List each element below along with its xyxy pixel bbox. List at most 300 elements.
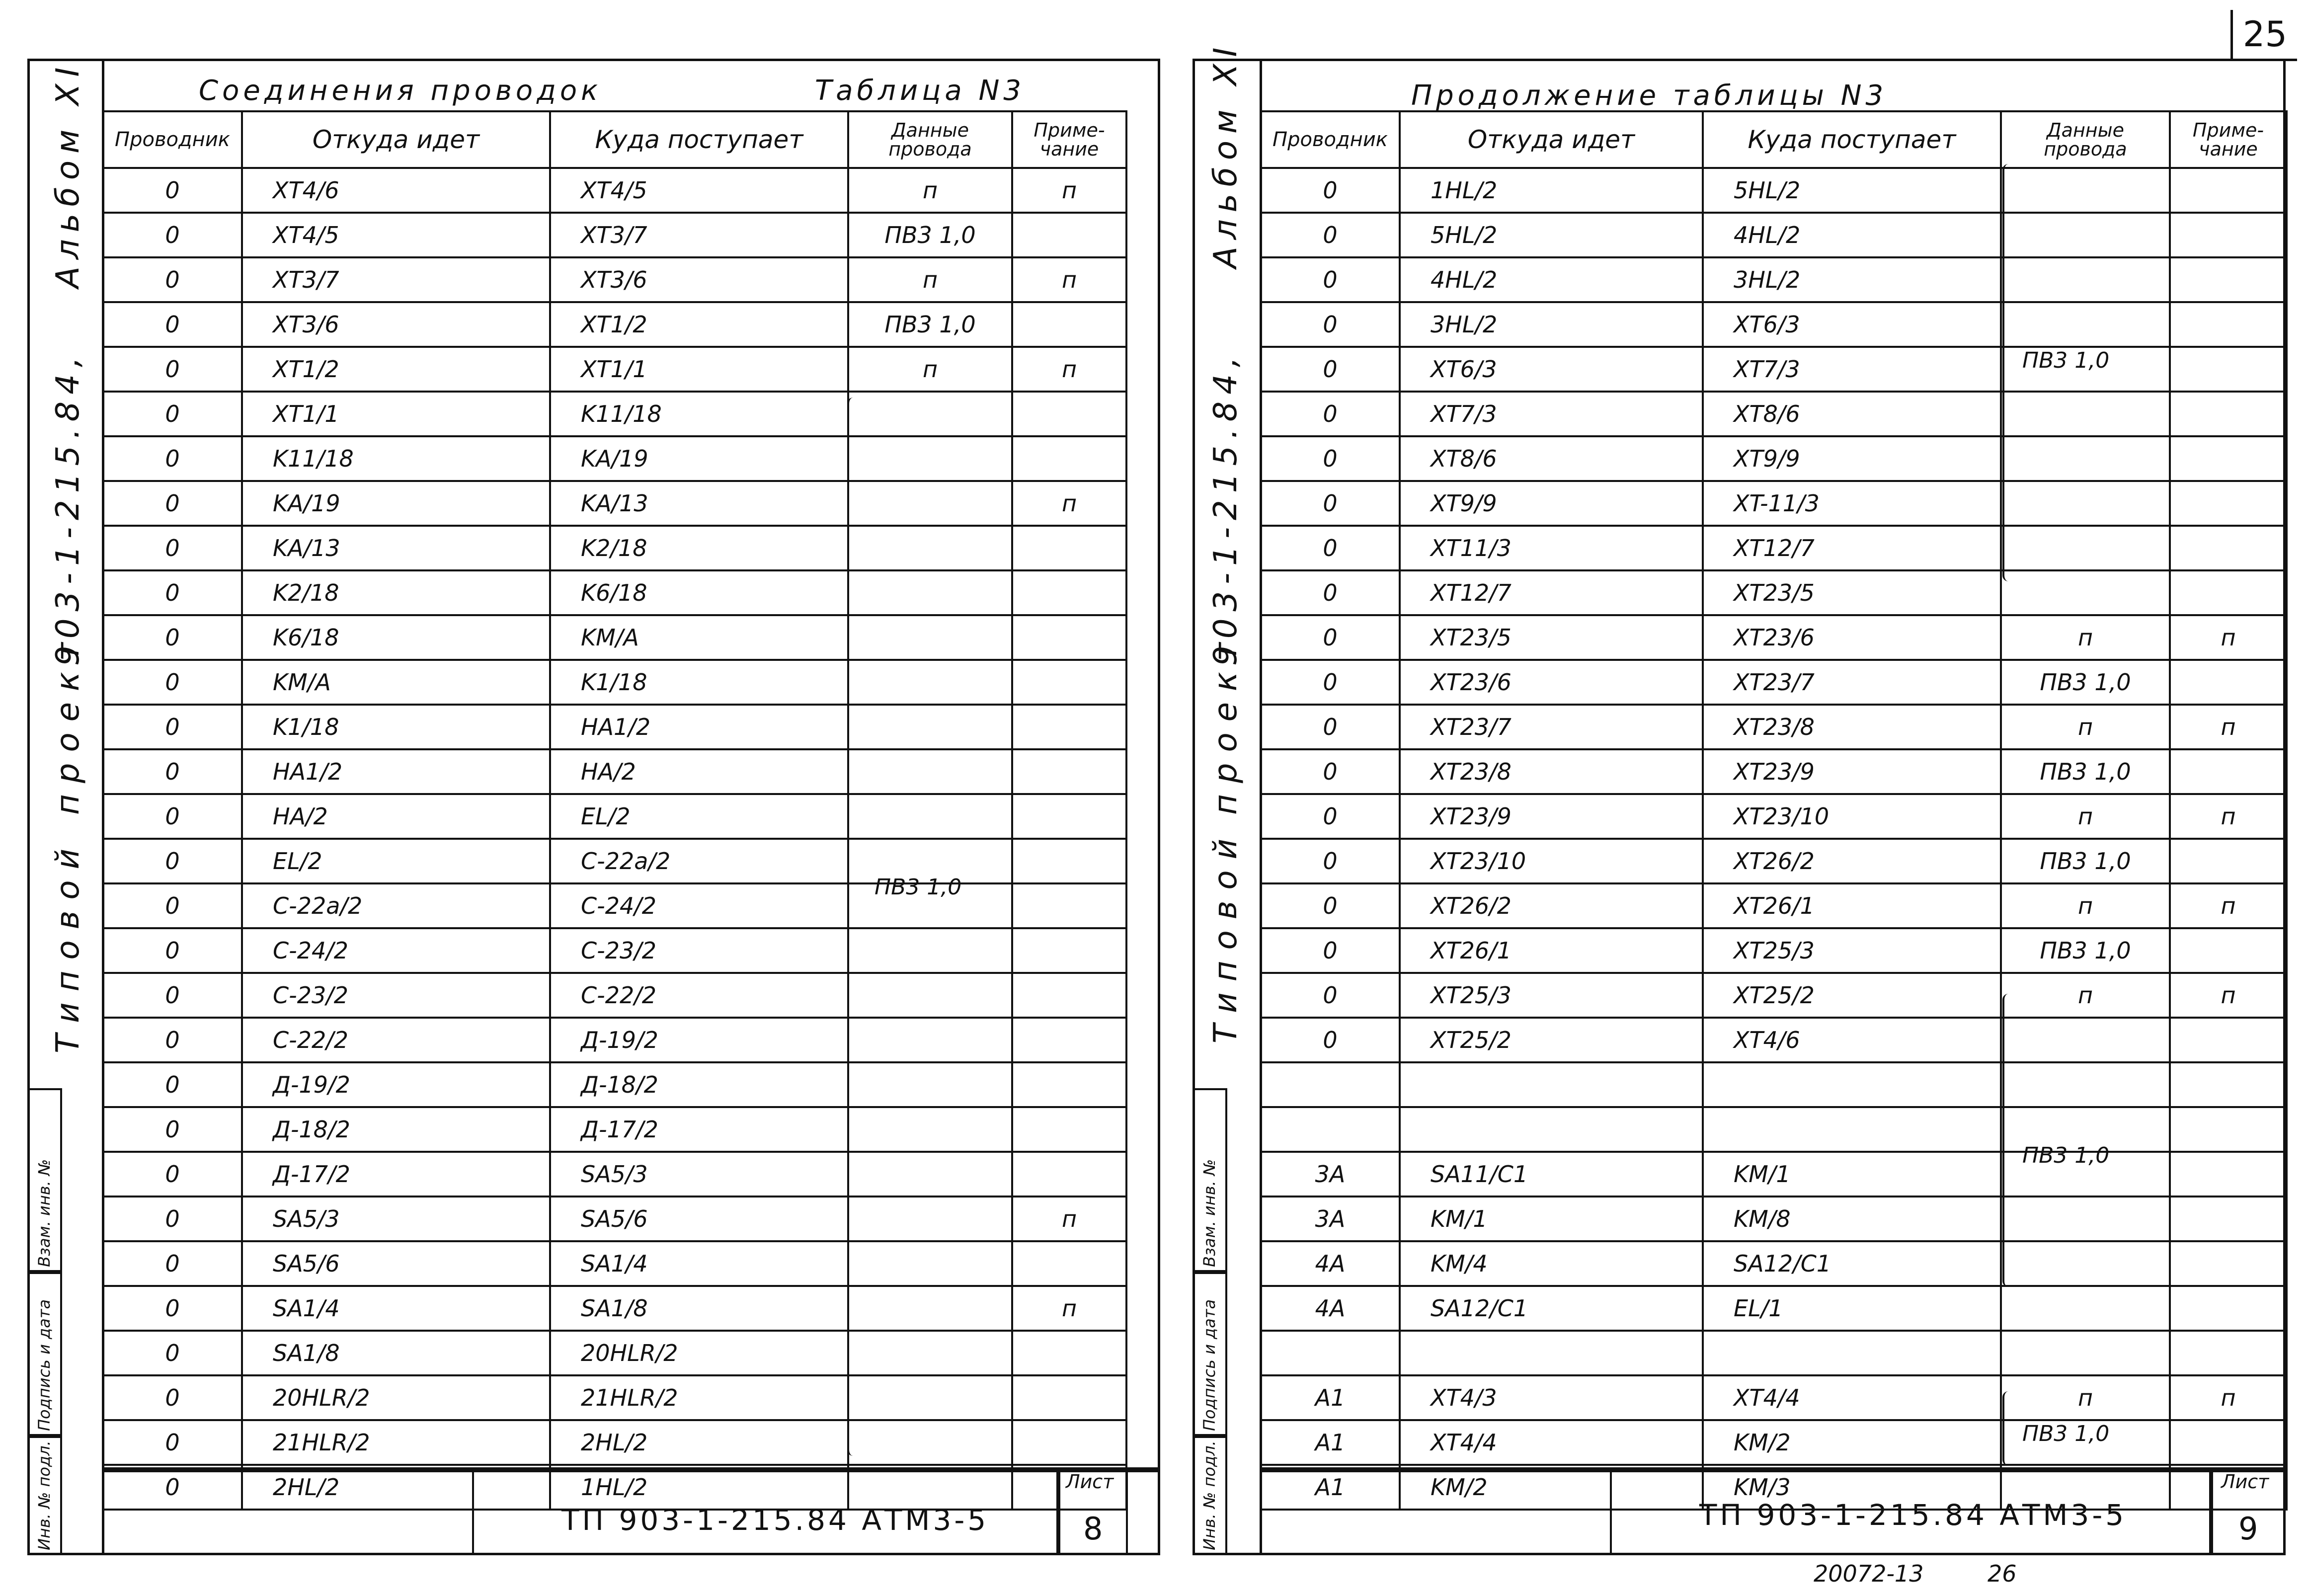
conductor-cell: 0 bbox=[103, 973, 242, 1018]
table-row bbox=[1261, 1152, 2287, 1197]
to-cell: KA/13 bbox=[550, 481, 848, 526]
wire-data-cell bbox=[848, 392, 1012, 436]
to-cell: XT-11/3 bbox=[1703, 481, 2001, 526]
from-cell: 3HL/2 bbox=[1400, 302, 1703, 347]
wire-data-cell: п bbox=[848, 347, 1012, 392]
from-cell: KM/4 bbox=[1400, 1241, 1703, 1286]
wire-data-cell: ПВ3 1,0 bbox=[848, 213, 1012, 257]
table-row bbox=[103, 1062, 1126, 1107]
table-row bbox=[1261, 839, 2287, 883]
conductor-cell: 0 bbox=[103, 1062, 242, 1107]
to-cell: XT23/5 bbox=[1703, 570, 2001, 615]
conductor-cell: 0 bbox=[103, 1286, 242, 1331]
wire-data-cell bbox=[2001, 1197, 2170, 1241]
to-cell: KM/A bbox=[550, 615, 848, 660]
table-row bbox=[1261, 973, 2287, 1018]
to-cell: SA1/8 bbox=[550, 1286, 848, 1331]
note-cell bbox=[1012, 1018, 1126, 1062]
wire-data-cell bbox=[848, 1331, 1012, 1375]
conductor-cell: 0 bbox=[103, 1420, 242, 1465]
right-connections-table bbox=[1260, 110, 2288, 1511]
left-sheet-label: Лист bbox=[1066, 1471, 1114, 1493]
table-row bbox=[103, 928, 1126, 973]
from-cell: XT23/8 bbox=[1400, 749, 1703, 794]
note-cell bbox=[2170, 1018, 2287, 1062]
wire-data-cell bbox=[848, 436, 1012, 481]
conductor-cell: 0 bbox=[103, 1152, 242, 1197]
to-cell: SA1/4 bbox=[550, 1241, 848, 1286]
from-cell: Д-18/2 bbox=[242, 1107, 550, 1152]
conductor-cell: 0 bbox=[103, 794, 242, 839]
right-sheet-label: Лист bbox=[2221, 1471, 2269, 1493]
table-row bbox=[103, 526, 1126, 570]
from-cell: HA/2 bbox=[242, 794, 550, 839]
footer-page: 26 bbox=[1988, 1560, 2017, 1587]
from-cell: SA12/C1 bbox=[1400, 1286, 1703, 1331]
conductor-cell: A1 bbox=[1261, 1420, 1400, 1465]
table-row bbox=[1261, 1331, 2287, 1375]
left-side-label-1: Взам. инв. № bbox=[35, 1159, 54, 1267]
from-cell: HA1/2 bbox=[242, 749, 550, 794]
note-cell: п bbox=[2170, 615, 2287, 660]
conductor-cell: 0 bbox=[1261, 794, 1400, 839]
note-cell: п bbox=[2170, 883, 2287, 928]
wire-data-cell bbox=[848, 928, 1012, 973]
right-stamp-code: ТП 903-1-215.84 АТМ3-5 bbox=[1699, 1498, 2127, 1532]
note-cell bbox=[2170, 749, 2287, 794]
right-brace-note-2: ПВ3 1,0 bbox=[2022, 1143, 2110, 1168]
to-cell: SA5/3 bbox=[550, 1152, 848, 1197]
left-sheet-number: 8 bbox=[1083, 1511, 1103, 1547]
left-caption-project-word: проект bbox=[50, 632, 86, 815]
from-cell: XT23/5 bbox=[1400, 615, 1703, 660]
from-cell: XT26/1 bbox=[1400, 928, 1703, 973]
from-cell: SA11/C1 bbox=[1400, 1152, 1703, 1197]
conductor-cell: 0 bbox=[103, 302, 242, 347]
to-cell: KM/8 bbox=[1703, 1197, 2001, 1241]
right-caption-project-number: 903-1-215.84, bbox=[1207, 350, 1244, 666]
header-note: Приме-чание bbox=[1012, 111, 1126, 168]
conductor-cell: 0 bbox=[103, 749, 242, 794]
to-cell: 2HL/2 bbox=[550, 1420, 848, 1465]
table-row bbox=[103, 257, 1126, 302]
note-cell bbox=[2170, 526, 2287, 570]
conductor-cell: 0 bbox=[1261, 973, 1400, 1018]
table-row bbox=[103, 1375, 1126, 1420]
note-cell bbox=[1012, 705, 1126, 749]
wire-data-cell: п bbox=[2001, 794, 2170, 839]
from-cell: C-24/2 bbox=[242, 928, 550, 973]
conductor-cell: 0 bbox=[103, 213, 242, 257]
table-row bbox=[1261, 1107, 2287, 1152]
to-cell: XT26/2 bbox=[1703, 839, 2001, 883]
to-cell: 1HL/2 bbox=[550, 1465, 848, 1510]
wire-data-cell bbox=[848, 1375, 1012, 1420]
from-cell: XT4/5 bbox=[242, 213, 550, 257]
wire-data-cell bbox=[848, 1018, 1012, 1062]
note-cell bbox=[2170, 660, 2287, 705]
wire-data-cell bbox=[2001, 1062, 2170, 1107]
to-cell: K6/18 bbox=[550, 570, 848, 615]
to-cell: Д-18/2 bbox=[550, 1062, 848, 1107]
to-cell: C-24/2 bbox=[550, 883, 848, 928]
wire-data-cell bbox=[2001, 1286, 2170, 1331]
table-row bbox=[1261, 526, 2287, 570]
conductor-cell: 3A bbox=[1261, 1152, 1400, 1197]
to-cell: SA12/C1 bbox=[1703, 1241, 2001, 1286]
to-cell: SA5/6 bbox=[550, 1197, 848, 1241]
conductor-cell: 0 bbox=[1261, 660, 1400, 705]
note-cell bbox=[1012, 1152, 1126, 1197]
from-cell: K11/18 bbox=[242, 436, 550, 481]
to-cell: 20HLR/2 bbox=[550, 1331, 848, 1375]
to-cell: 21HLR/2 bbox=[550, 1375, 848, 1420]
table-row bbox=[103, 168, 1126, 213]
note-cell: п bbox=[1012, 347, 1126, 392]
left-table-header-row bbox=[103, 111, 1126, 168]
from-cell: XT6/3 bbox=[1400, 347, 1703, 392]
wire-data-cell: ПВ3 1,0 bbox=[2001, 928, 2170, 973]
conductor-cell: 0 bbox=[1261, 839, 1400, 883]
table-row bbox=[103, 1197, 1126, 1241]
conductor-cell: 0 bbox=[1261, 213, 1400, 257]
wire-data-cell bbox=[848, 705, 1012, 749]
wire-data-cell: ПВ3 1,0 bbox=[848, 302, 1012, 347]
to-cell: K2/18 bbox=[550, 526, 848, 570]
footer-code: 20072-13 bbox=[1814, 1560, 1924, 1587]
table-row bbox=[1261, 570, 2287, 615]
conductor-cell: 0 bbox=[103, 570, 242, 615]
from-cell: XT1/1 bbox=[242, 392, 550, 436]
right-side-label-1: Взам. инв. № bbox=[1200, 1159, 1219, 1267]
note-cell bbox=[1012, 1107, 1126, 1152]
note-cell bbox=[2170, 1197, 2287, 1241]
wire-data-cell bbox=[848, 1062, 1012, 1107]
from-cell: XT4/3 bbox=[1400, 1375, 1703, 1420]
conductor-cell: 0 bbox=[1261, 302, 1400, 347]
wire-data-cell bbox=[848, 481, 1012, 526]
note-cell bbox=[2170, 1107, 2287, 1152]
table-row bbox=[103, 213, 1126, 257]
to-cell: XT9/9 bbox=[1703, 436, 2001, 481]
from-cell: XT23/6 bbox=[1400, 660, 1703, 705]
to-cell: HA1/2 bbox=[550, 705, 848, 749]
note-cell bbox=[1012, 928, 1126, 973]
note-cell: п bbox=[2170, 973, 2287, 1018]
conductor-cell: 0 bbox=[1261, 749, 1400, 794]
note-cell bbox=[2170, 347, 2287, 392]
conductor-cell: 3A bbox=[1261, 1197, 1400, 1241]
wire-data-cell bbox=[848, 1152, 1012, 1197]
table-row bbox=[1261, 1286, 2287, 1331]
wire-data-cell bbox=[2001, 481, 2170, 526]
table-row bbox=[103, 839, 1126, 883]
to-cell: XT4/4 bbox=[1703, 1375, 2001, 1420]
conductor-cell: 0 bbox=[103, 615, 242, 660]
wire-data-cell: ПВ3 1,0 bbox=[2001, 660, 2170, 705]
note-cell bbox=[1012, 839, 1126, 883]
conductor-cell bbox=[1261, 1062, 1400, 1107]
conductor-cell: 0 bbox=[103, 1241, 242, 1286]
right-brace-note-3: ПВ3 1,0 bbox=[2022, 1421, 2110, 1446]
note-cell bbox=[2170, 1331, 2287, 1375]
left-brace bbox=[847, 398, 864, 1456]
note-cell: п bbox=[1012, 257, 1126, 302]
from-cell: XT23/7 bbox=[1400, 705, 1703, 749]
table-row bbox=[103, 1241, 1126, 1286]
from-cell: XT4/6 bbox=[242, 168, 550, 213]
wire-data-cell bbox=[2001, 436, 2170, 481]
right-brace-3 bbox=[2002, 1391, 2019, 1466]
wire-data-cell bbox=[848, 1420, 1012, 1465]
from-cell: XT26/2 bbox=[1400, 883, 1703, 928]
right-caption-project-word: проект bbox=[1207, 632, 1244, 815]
note-cell bbox=[1012, 1331, 1126, 1375]
to-cell: XT23/10 bbox=[1703, 794, 2001, 839]
table-row bbox=[1261, 1375, 2287, 1420]
to-cell: XT1/2 bbox=[550, 302, 848, 347]
conductor-cell: 0 bbox=[1261, 928, 1400, 973]
note-cell bbox=[2170, 1062, 2287, 1107]
wire-data-cell bbox=[2001, 570, 2170, 615]
to-cell: 4HL/2 bbox=[1703, 213, 2001, 257]
to-cell: XT8/6 bbox=[1703, 392, 2001, 436]
from-cell: XT25/2 bbox=[1400, 1018, 1703, 1062]
wire-data-cell bbox=[848, 615, 1012, 660]
conductor-cell: 0 bbox=[103, 839, 242, 883]
table-row bbox=[1261, 392, 2287, 436]
note-cell bbox=[1012, 1062, 1126, 1107]
table-row bbox=[1261, 705, 2287, 749]
note-cell bbox=[1012, 570, 1126, 615]
right-table-title: Продолжение таблицы N3 bbox=[1411, 80, 1888, 112]
wire-data-cell bbox=[2001, 257, 2170, 302]
to-cell: XT3/7 bbox=[550, 213, 848, 257]
table-row bbox=[1261, 347, 2287, 392]
note-cell bbox=[1012, 883, 1126, 928]
to-cell: XT25/3 bbox=[1703, 928, 2001, 973]
header-note: Приме-чание bbox=[2170, 111, 2287, 168]
to-cell: KA/19 bbox=[550, 436, 848, 481]
from-cell: XT12/7 bbox=[1400, 570, 1703, 615]
to-cell: XT4/5 bbox=[550, 168, 848, 213]
from-cell: KM/1 bbox=[1400, 1197, 1703, 1241]
conductor-cell: 0 bbox=[1261, 392, 1400, 436]
conductor-cell: 0 bbox=[103, 1465, 242, 1510]
from-cell: 21HLR/2 bbox=[242, 1420, 550, 1465]
from-cell: KM/2 bbox=[1400, 1465, 1703, 1510]
to-cell: C-23/2 bbox=[550, 928, 848, 973]
note-cell bbox=[2170, 1241, 2287, 1286]
from-cell: KA/19 bbox=[242, 481, 550, 526]
from-cell bbox=[1400, 1107, 1703, 1152]
to-cell: Д-17/2 bbox=[550, 1107, 848, 1152]
from-cell: XT25/3 bbox=[1400, 973, 1703, 1018]
from-cell: XT4/4 bbox=[1400, 1420, 1703, 1465]
note-cell bbox=[2170, 168, 2287, 213]
conductor-cell: 0 bbox=[1261, 168, 1400, 213]
left-table-title: Соединения проводок bbox=[199, 75, 602, 107]
to-cell: XT25/2 bbox=[1703, 973, 2001, 1018]
from-cell: C-23/2 bbox=[242, 973, 550, 1018]
note-cell bbox=[1012, 526, 1126, 570]
to-cell: XT4/6 bbox=[1703, 1018, 2001, 1062]
note-cell bbox=[2170, 392, 2287, 436]
conductor-cell: 4A bbox=[1261, 1286, 1400, 1331]
table-row bbox=[103, 749, 1126, 794]
note-cell bbox=[2170, 481, 2287, 526]
from-cell: 5HL/2 bbox=[1400, 213, 1703, 257]
wire-data-cell bbox=[2001, 302, 2170, 347]
page-corner-number: 25 bbox=[2230, 10, 2297, 61]
conductor-cell: 0 bbox=[103, 883, 242, 928]
to-cell: XT3/6 bbox=[550, 257, 848, 302]
table-row bbox=[103, 570, 1126, 615]
left-side-label-2: Подпись и дата bbox=[35, 1299, 54, 1431]
note-cell bbox=[1012, 1241, 1126, 1286]
table-row bbox=[1261, 1062, 2287, 1107]
table-row bbox=[1261, 257, 2287, 302]
table-row bbox=[1261, 749, 2287, 794]
wire-data-cell: п bbox=[2001, 973, 2170, 1018]
conductor-cell: 0 bbox=[103, 1107, 242, 1152]
wire-data-cell: п bbox=[2001, 705, 2170, 749]
to-cell: Д-19/2 bbox=[550, 1018, 848, 1062]
left-connections-table bbox=[102, 110, 1127, 1511]
table-row bbox=[1261, 436, 2287, 481]
header-wire-data: Данные провода bbox=[848, 111, 1012, 168]
note-cell bbox=[2170, 1152, 2287, 1197]
right-brace-note-1: ПВ3 1,0 bbox=[2022, 348, 2110, 373]
wire-data-cell bbox=[2001, 213, 2170, 257]
from-cell: SA1/4 bbox=[242, 1286, 550, 1331]
from-cell: XT7/3 bbox=[1400, 392, 1703, 436]
to-cell: XT23/6 bbox=[1703, 615, 2001, 660]
to-cell: XT26/1 bbox=[1703, 883, 2001, 928]
header-to: Куда поступает bbox=[550, 111, 848, 168]
wire-data-cell: п bbox=[848, 257, 1012, 302]
note-cell bbox=[2170, 213, 2287, 257]
conductor-cell: 0 bbox=[1261, 883, 1400, 928]
to-cell: 3HL/2 bbox=[1703, 257, 2001, 302]
right-caption-typical: Типовой bbox=[1207, 827, 1244, 1043]
conductor-cell: 0 bbox=[103, 1018, 242, 1062]
note-cell bbox=[2170, 570, 2287, 615]
note-cell bbox=[2170, 302, 2287, 347]
table-row bbox=[1261, 883, 2287, 928]
from-cell: KM/A bbox=[242, 660, 550, 705]
table-row bbox=[1261, 302, 2287, 347]
from-cell: KA/13 bbox=[242, 526, 550, 570]
to-cell: KM/2 bbox=[1703, 1420, 2001, 1465]
from-cell: XT23/9 bbox=[1400, 794, 1703, 839]
conductor-cell: 0 bbox=[103, 526, 242, 570]
conductor-cell: 0 bbox=[1261, 481, 1400, 526]
from-cell: Д-17/2 bbox=[242, 1152, 550, 1197]
from-cell bbox=[1400, 1062, 1703, 1107]
wire-data-cell bbox=[848, 794, 1012, 839]
from-cell: K2/18 bbox=[242, 570, 550, 615]
conductor-cell: A1 bbox=[1261, 1375, 1400, 1420]
table-row bbox=[1261, 213, 2287, 257]
header-wire-data: Данные провода bbox=[2001, 111, 2170, 168]
note-cell: п bbox=[2170, 794, 2287, 839]
right-brace-1 bbox=[2002, 164, 2019, 581]
to-cell: XT1/1 bbox=[550, 347, 848, 392]
from-cell: 1HL/2 bbox=[1400, 168, 1703, 213]
note-cell: п bbox=[1012, 168, 1126, 213]
table-row bbox=[1261, 168, 2287, 213]
to-cell bbox=[1703, 1107, 2001, 1152]
note-cell bbox=[2170, 928, 2287, 973]
table-row bbox=[1261, 1197, 2287, 1241]
conductor-cell: 4A bbox=[1261, 1241, 1400, 1286]
wire-data-cell: п bbox=[848, 168, 1012, 213]
header-conductor: Проводник bbox=[1261, 111, 1400, 168]
table-row bbox=[1261, 660, 2287, 705]
to-cell bbox=[1703, 1062, 2001, 1107]
left-stamp-code: ТП 903-1-215.84 АТМ3-5 bbox=[561, 1503, 989, 1537]
table-row bbox=[1261, 1241, 2287, 1286]
table-row bbox=[103, 1018, 1126, 1062]
left-table-label: Таблица N3 bbox=[815, 75, 1025, 107]
conductor-cell: 0 bbox=[103, 1331, 242, 1375]
from-cell: XT3/7 bbox=[242, 257, 550, 302]
to-cell: 5HL/2 bbox=[1703, 168, 2001, 213]
conductor-cell: 0 bbox=[103, 347, 242, 392]
wire-data-cell: ПВ3 1,0 bbox=[2001, 749, 2170, 794]
from-cell: 4HL/2 bbox=[1400, 257, 1703, 302]
note-cell bbox=[2170, 1286, 2287, 1331]
right-brace-2 bbox=[2002, 994, 2019, 1287]
conductor-cell: 0 bbox=[103, 392, 242, 436]
note-cell: п bbox=[2170, 1375, 2287, 1420]
table-row bbox=[1261, 794, 2287, 839]
from-cell bbox=[1400, 1331, 1703, 1375]
conductor-cell: 0 bbox=[1261, 705, 1400, 749]
to-cell: K11/18 bbox=[550, 392, 848, 436]
to-cell: XT7/3 bbox=[1703, 347, 2001, 392]
conductor-cell bbox=[1261, 1107, 1400, 1152]
conductor-cell: 0 bbox=[1261, 526, 1400, 570]
note-cell bbox=[1012, 1420, 1126, 1465]
wire-data-cell bbox=[2001, 1018, 2170, 1062]
left-caption-project-number: 903-1-215.84, bbox=[50, 350, 86, 666]
conductor-cell: 0 bbox=[1261, 615, 1400, 660]
to-cell: C-22/2 bbox=[550, 973, 848, 1018]
note-cell bbox=[1012, 213, 1126, 257]
note-cell bbox=[1012, 1375, 1126, 1420]
conductor-cell: 0 bbox=[103, 928, 242, 973]
to-cell: XT23/7 bbox=[1703, 660, 2001, 705]
note-cell bbox=[2170, 1420, 2287, 1465]
right-table-header-row bbox=[1261, 111, 2287, 168]
header-from: Откуда идет bbox=[1400, 111, 1703, 168]
note-cell bbox=[1012, 436, 1126, 481]
to-cell: KM/3 bbox=[1703, 1465, 2001, 1510]
conductor-cell: 0 bbox=[103, 436, 242, 481]
note-cell: п bbox=[1012, 1286, 1126, 1331]
note-cell bbox=[1012, 749, 1126, 794]
note-cell: п bbox=[1012, 1197, 1126, 1241]
from-cell: XT23/10 bbox=[1400, 839, 1703, 883]
table-row bbox=[103, 347, 1126, 392]
to-cell: KM/1 bbox=[1703, 1152, 2001, 1197]
to-cell: XT6/3 bbox=[1703, 302, 2001, 347]
right-caption-album: Альбом XI bbox=[1207, 40, 1244, 268]
conductor-cell: 0 bbox=[103, 168, 242, 213]
conductor-cell: 0 bbox=[1261, 347, 1400, 392]
